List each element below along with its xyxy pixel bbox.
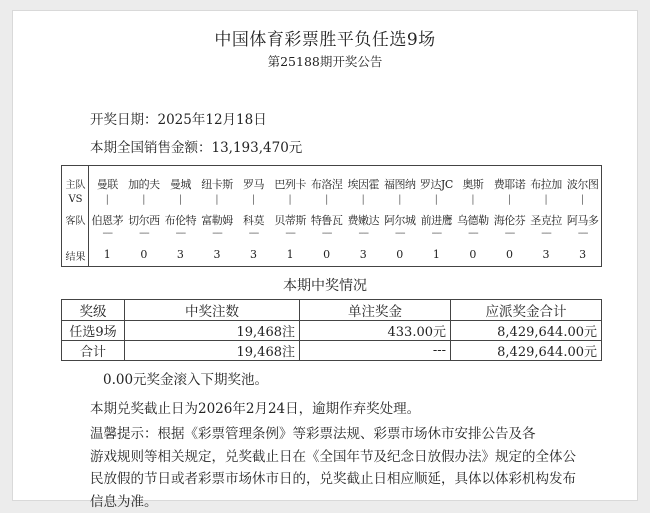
- away-team: 费嫩达: [345, 212, 382, 228]
- match-column: [162, 166, 199, 266]
- away-team: 阿马多: [564, 212, 601, 228]
- announcement-sheet: [12, 10, 638, 501]
- home-label: 主队: [62, 176, 89, 191]
- match-column: [418, 166, 455, 266]
- match-result: 1: [89, 248, 126, 261]
- vs-separator: |: [235, 194, 272, 205]
- home-team: 曼联: [89, 176, 126, 192]
- match-column: [528, 166, 565, 266]
- match-result: 1: [272, 248, 309, 261]
- away-team: 富勒姆: [199, 212, 236, 228]
- table-row: [62, 341, 602, 361]
- home-team: 埃因霍: [345, 176, 382, 192]
- match-result: 3: [199, 248, 236, 261]
- result-divider: ----: [382, 228, 419, 239]
- vs-separator: |: [455, 194, 492, 205]
- warm-notice: [90, 423, 588, 513]
- result-divider: ----: [455, 228, 492, 239]
- home-team: 曼城: [162, 176, 199, 192]
- vs-separator: |: [564, 194, 601, 205]
- home-team: 纽卡斯: [199, 176, 236, 192]
- away-team: 切尔西: [126, 212, 163, 228]
- result-divider: ----: [162, 228, 199, 239]
- notice-line: 温馨提示：根据《彩票管理条例》等彩票法规、彩票市场休市安排公告及各: [90, 423, 588, 446]
- away-team: 海伦芬: [491, 212, 528, 228]
- home-team: 罗达JC: [418, 176, 455, 192]
- vs-separator: |: [491, 194, 528, 205]
- notice-line: 民放假的节日或者彩票市场休市日的，兑奖截止日相应顺延，具体以体彩机构发布: [90, 468, 588, 491]
- vs-separator: |: [528, 194, 565, 205]
- result-divider: ----: [199, 228, 236, 239]
- issue-subtitle: 第25188期开奖公告: [13, 52, 637, 70]
- result-divider: ----: [491, 228, 528, 239]
- match-column: [455, 166, 492, 266]
- prize-table: [61, 299, 602, 361]
- match-column: [491, 166, 528, 266]
- home-team: 罗马: [235, 176, 272, 192]
- away-team: 阿尔城: [382, 212, 419, 228]
- prize-section-title: 本期中奖情况: [13, 275, 637, 295]
- match-result: 3: [528, 248, 565, 261]
- total-prize: 8,429,644.00元: [451, 341, 602, 361]
- result-divider: ----: [564, 228, 601, 239]
- prize-level: 合计: [62, 341, 125, 361]
- vs-label: VS: [62, 194, 89, 205]
- home-team: 费耶诺: [491, 176, 528, 192]
- rollover-note: 0.00元奖金滚入下期奖池。: [103, 368, 268, 388]
- home-team: 奥斯: [455, 176, 492, 192]
- match-column: [89, 166, 126, 266]
- match-column: [235, 166, 272, 266]
- notice-line: 游戏规则等相关规定，兑奖截止日在《全国年节及纪念日放假办法》规定的全体公: [90, 446, 588, 469]
- col-header-unit-prize: 单注奖金: [300, 300, 451, 321]
- prize-table-header: [62, 300, 602, 321]
- match-result: 0: [455, 248, 492, 261]
- match-results-grid: [61, 165, 602, 267]
- sales-amount: 本期全国销售金额：13,193,470元: [90, 136, 302, 156]
- match-result: 3: [162, 248, 199, 261]
- away-team: 特鲁瓦: [308, 212, 345, 228]
- match-columns: [89, 166, 601, 266]
- away-team: 布伦特: [162, 212, 199, 228]
- match-result: 3: [345, 248, 382, 261]
- match-column: [308, 166, 345, 266]
- match-row-labels: [62, 166, 89, 266]
- match-result: 3: [564, 248, 601, 261]
- match-column: [564, 166, 601, 266]
- match-result: 3: [235, 248, 272, 261]
- notice-line: 信息为准。: [90, 491, 588, 513]
- home-team: 波尔图: [564, 176, 601, 192]
- unit-prize: 433.00元: [300, 321, 451, 341]
- match-result: 0: [491, 248, 528, 261]
- winner-count: 19,468注: [125, 321, 300, 341]
- away-team: 圣克拉: [528, 212, 565, 228]
- result-divider: ----: [345, 228, 382, 239]
- result-divider: ----: [89, 228, 126, 239]
- away-label: 客队: [62, 212, 89, 227]
- home-team: 福图纳: [382, 176, 419, 192]
- vs-separator: |: [126, 194, 163, 205]
- match-result: 0: [308, 248, 345, 261]
- total-prize: 8,429,644.00元: [451, 321, 602, 341]
- vs-separator: |: [199, 194, 236, 205]
- result-divider: ----: [126, 228, 163, 239]
- away-team: 科莫: [235, 212, 272, 228]
- vs-separator: |: [272, 194, 309, 205]
- claim-deadline: 本期兑奖截止日为2026年2月24日，逾期作弃奖处理。: [90, 397, 420, 417]
- match-column: [272, 166, 309, 266]
- result-divider: ----: [235, 228, 272, 239]
- draw-date: 开奖日期：2025年12月18日: [90, 108, 267, 128]
- vs-separator: |: [345, 194, 382, 205]
- col-header-level: 奖级: [62, 300, 125, 321]
- col-header-total: 应派奖金合计: [451, 300, 602, 321]
- home-team: 布洛涅: [308, 176, 345, 192]
- vs-separator: |: [382, 194, 419, 205]
- vs-separator: |: [162, 194, 199, 205]
- table-row: [62, 321, 602, 341]
- unit-prize: ---: [300, 341, 451, 361]
- col-header-count: 中奖注数: [125, 300, 300, 321]
- away-team: 贝蒂斯: [272, 212, 309, 228]
- winner-count: 19,468注: [125, 341, 300, 361]
- home-team: 布拉加: [528, 176, 565, 192]
- result-divider: ----: [528, 228, 565, 239]
- match-result: 0: [382, 248, 419, 261]
- vs-separator: |: [418, 194, 455, 205]
- match-result: 0: [126, 248, 163, 261]
- vs-separator: |: [308, 194, 345, 205]
- page-title: 中国体育彩票胜平负任选9场: [13, 25, 637, 50]
- result-divider: ----: [272, 228, 309, 239]
- match-column: [345, 166, 382, 266]
- vs-separator: |: [89, 194, 126, 205]
- away-team: 前进鹰: [418, 212, 455, 228]
- away-team: 伯恩茅: [89, 212, 126, 228]
- home-team: 巴列卡: [272, 176, 309, 192]
- result-divider: ----: [418, 228, 455, 239]
- match-column: [382, 166, 419, 266]
- result-label: 结果: [62, 248, 89, 263]
- match-column: [126, 166, 163, 266]
- away-team: 乌德勒: [455, 212, 492, 228]
- match-result: 1: [418, 248, 455, 261]
- home-team: 加的夫: [126, 176, 163, 192]
- match-column: [199, 166, 236, 266]
- result-divider: ----: [308, 228, 345, 239]
- prize-level: 任选9场: [62, 321, 125, 341]
